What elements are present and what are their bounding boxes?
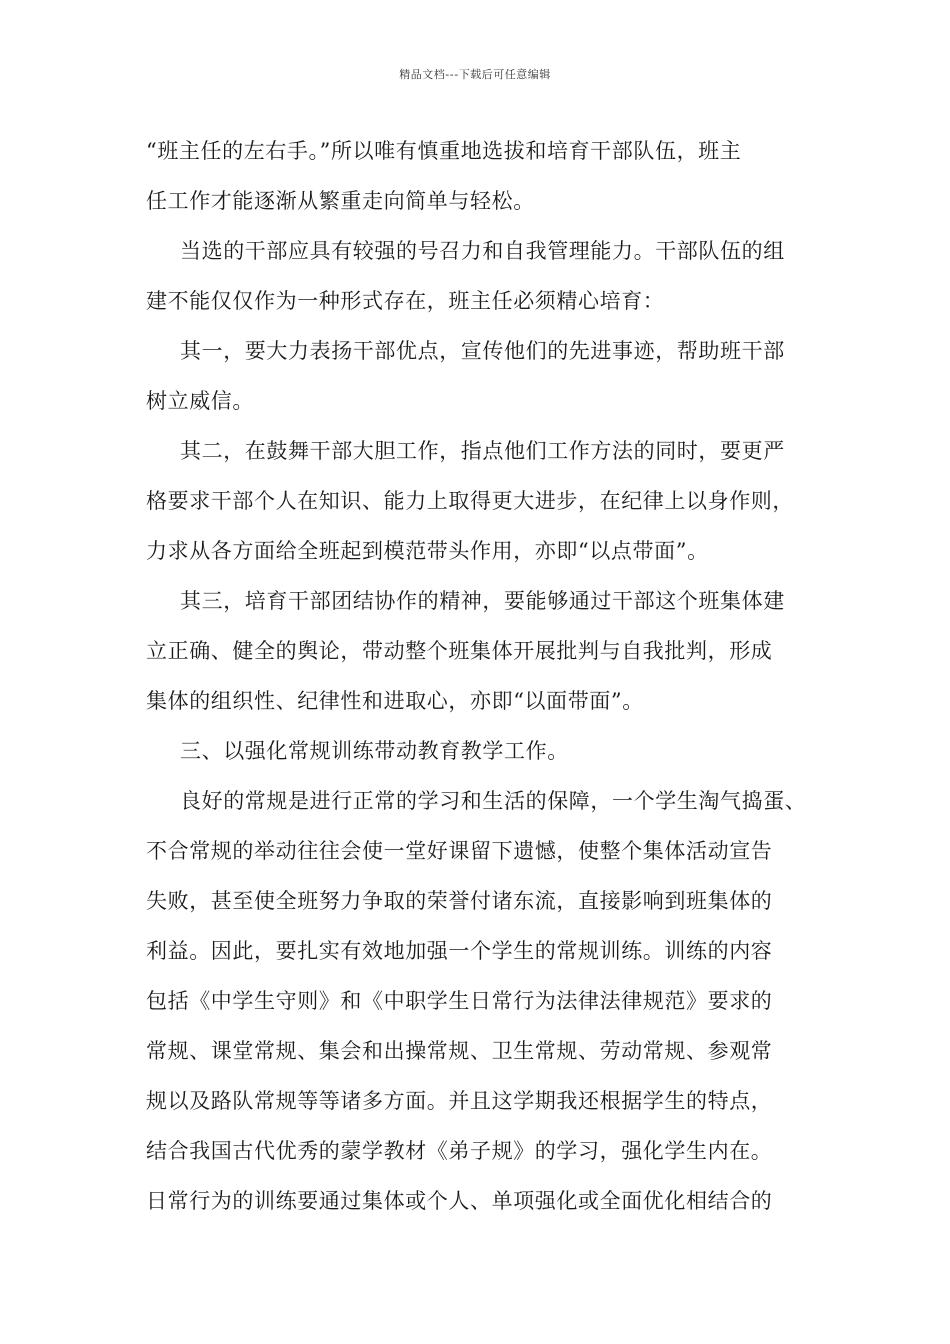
page-header: 精品文档---下载后可任意编辑 — [399, 68, 551, 81]
text-line: 结合我国古代优秀的蒙学教材《弟子规》的学习，强化学生内在。 — [146, 1139, 773, 1163]
text-line: “班主任的左右手。”所以唯有慎重地选拔和培育干部队伍，班主 — [146, 139, 742, 163]
text-line: 利益。因此，要扎实有效地加强一个学生的常规训练。训练的内容 — [146, 939, 773, 963]
text-line: 任工作才能逐渐从繁重走向简单与轻松。 — [146, 189, 535, 213]
paragraph-start-line: 其三，培育干部团结协作的精神，要能够通过干部这个班集体建 — [180, 589, 785, 613]
text-line: 包括《中学生守则》和《中职学生日常行为法律法律规范》要求的 — [146, 989, 773, 1013]
text-line: 常规、课堂常规、集会和出操常规、卫生常规、劳动常规、参观常 — [146, 1039, 773, 1063]
section-heading: 三、以强化常规训练带动教育教学工作。 — [180, 739, 569, 763]
text-line: 失败，甚至使全班努力争取的荣誉付诸东流，直接影响到班集体的 — [146, 889, 773, 913]
text-line: 力求从各方面给全班起到模范带头作用，亦即“以点带面”。 — [146, 539, 709, 563]
text-line: 格要求干部个人在知识、能力上取得更大进步，在纪律上以身作则， — [146, 489, 794, 513]
text-line: 规以及路队常规等等诸多方面。并且这学期我还根据学生的特点， — [146, 1089, 773, 1113]
paragraph-start-line: 当选的干部应具有较强的号召力和自我管理能力。干部队伍的组 — [180, 239, 785, 263]
text-line: 树立威信。 — [146, 389, 254, 413]
text-line: 不合常规的举动往往会使一堂好课留下遗憾，使整个集体活动宣告 — [146, 839, 773, 863]
paragraph-start-line: 其一，要大力表扬干部优点，宣传他们的先进事迹，帮助班干部 — [180, 339, 785, 363]
text-line: 建不能仅仅作为一种形式存在，班主任必须精心培育： — [146, 289, 665, 313]
text-line: 日常行为的训练要通过集体或个人、单项强化或全面优化相结合的 — [146, 1189, 773, 1213]
paragraph-start-line: 良好的常规是进行正常的学习和生活的保障，一个学生淘气捣蛋、 — [180, 789, 807, 813]
text-line: 立正确、健全的舆论，带动整个班集体开展批判与自我批判，形成 — [146, 639, 773, 663]
text-line: 集体的组织性、纪律性和进取心，亦即“以面带面”。 — [146, 689, 644, 713]
paragraph-start-line: 其二，在鼓舞干部大胆工作，指点他们工作方法的同时，要更严 — [180, 439, 785, 463]
